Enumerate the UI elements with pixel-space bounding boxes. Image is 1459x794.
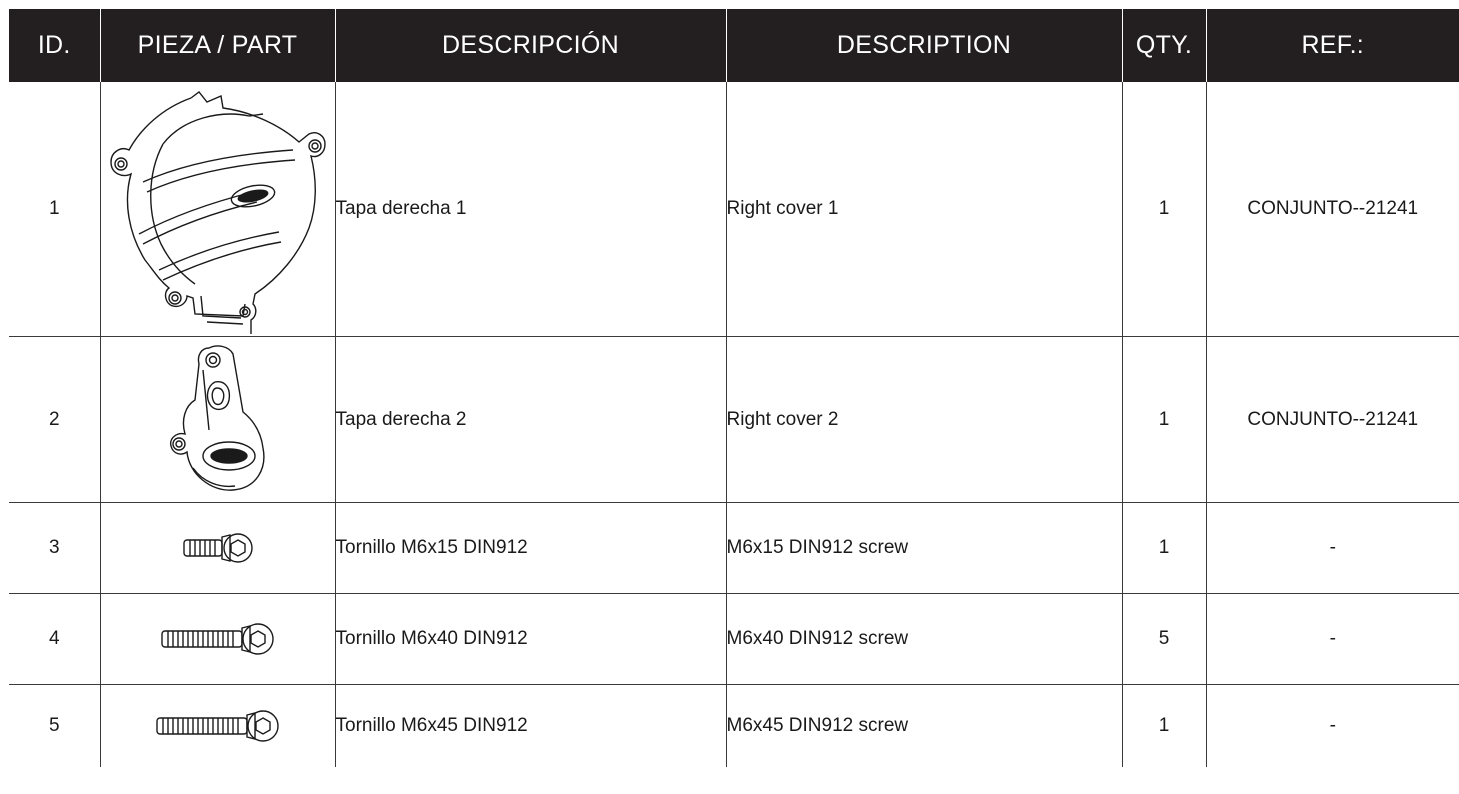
right-cover-2-icon <box>163 340 273 500</box>
row-ref: - <box>1206 503 1459 594</box>
table-row <box>9 337 1459 503</box>
row-descripcion: Tapa derecha 1 <box>335 82 726 337</box>
row-description: Right cover 2 <box>726 337 1122 503</box>
row-id: 5 <box>48 715 60 736</box>
row-descripcion: Tornillo M6x15 DIN912 <box>335 503 726 594</box>
row-id: 1 <box>9 82 100 337</box>
row-qty: 1 <box>1122 82 1206 337</box>
table-row <box>9 82 1459 337</box>
row-descripcion: Tornillo M6x40 DIN912 <box>335 594 726 685</box>
row-id: 4 <box>9 594 100 685</box>
row-descripcion: Tapa derecha 2 <box>335 337 726 503</box>
right-cover-1-icon <box>103 84 333 334</box>
screw-medium-icon <box>158 621 278 657</box>
part-image-cell <box>100 594 335 685</box>
row-id: 3 <box>9 503 100 594</box>
header-description: DESCRIPTION <box>726 9 1122 82</box>
row-description: M6x40 DIN912 screw <box>726 594 1122 685</box>
row-ref: - <box>1206 685 1459 768</box>
row-qty: 5 <box>1122 594 1206 685</box>
row-qty: 1 <box>1122 503 1206 594</box>
header-part: PIEZA / PART <box>100 9 335 82</box>
part-image-cell <box>100 337 335 503</box>
row-descripcion: Tornillo M6x45 DIN912 <box>335 685 726 768</box>
part-image-cell <box>100 82 335 337</box>
header-descripcion: DESCRIPCIÓN <box>335 9 726 82</box>
row-ref: CONJUNTO--21241 <box>1206 82 1459 337</box>
row-id: 2 <box>9 337 100 503</box>
screw-short-icon <box>178 531 258 565</box>
table-row <box>9 685 1459 768</box>
header-id: ID. <box>9 9 100 82</box>
row-description: Right cover 1 <box>726 82 1122 337</box>
row-qty: 1 <box>1122 685 1206 768</box>
row-qty: 1 <box>1122 337 1206 503</box>
header-qty: QTY. <box>1122 9 1206 82</box>
table-row <box>9 594 1459 685</box>
row-ref: - <box>1206 594 1459 685</box>
header-ref: REF.: <box>1206 9 1459 82</box>
part-image-cell <box>100 685 335 768</box>
header-row <box>9 9 1459 82</box>
row-ref: CONJUNTO--21241 <box>1206 337 1459 503</box>
row-description: M6x15 DIN912 screw <box>726 503 1122 594</box>
parts-table <box>9 9 1459 767</box>
screw-long-icon <box>153 708 283 744</box>
part-image-cell <box>100 503 335 594</box>
table-row <box>9 503 1459 594</box>
row-description: M6x45 DIN912 screw <box>726 685 1122 768</box>
